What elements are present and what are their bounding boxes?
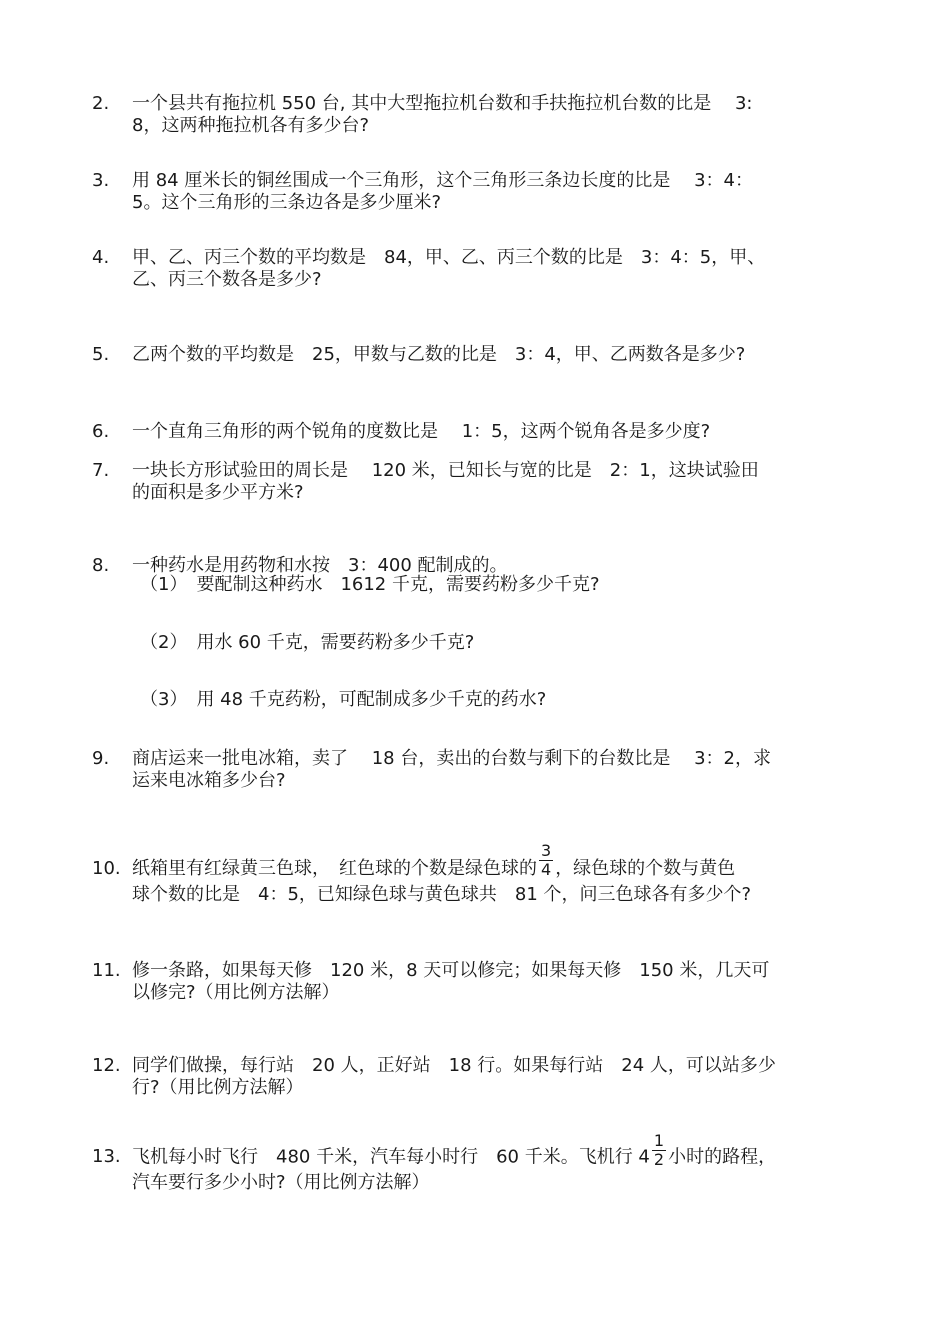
question-text-segment: 纸箱里有红绿黄三色球， 红色球的个数是绿色球的 xyxy=(132,858,537,879)
question-text-line: 5。这个三角形的三条边各是多少厘米? xyxy=(132,192,442,213)
question-text-line: 同学们做操，每行站 20 人，正好站 18 行。如果每行站 24 人，可以站多少 xyxy=(132,1055,776,1076)
question-text-line: 汽车要行多少小时?（用比例方法解） xyxy=(132,1172,430,1193)
question-text-segment: 小时的路程， xyxy=(668,1146,777,1168)
question-number: 11. xyxy=(92,960,121,981)
question-text-line: 乙两个数的平均数是 25，甲数与乙数的比是 3：4，甲、乙两数各是多少? xyxy=(132,344,746,365)
question-number: 5. xyxy=(92,344,110,365)
question-number: 7. xyxy=(92,460,110,481)
question-text-line: 以修完?（用比例方法解） xyxy=(132,982,340,1003)
question-number: 12. xyxy=(92,1055,121,1076)
fraction-numerator: 3 xyxy=(541,840,552,860)
sub-question-3: （3） 用 48 千克药粉，可配制成多少千克的药水? xyxy=(140,689,547,710)
fraction-numerator: 1 xyxy=(653,1131,665,1150)
question-text-line: 修一条路，如果每天修 120 米，8 天可以修完；如果每天修 150 米，几天可 xyxy=(132,960,770,981)
question-text-line: 的面积是多少平方米? xyxy=(132,482,304,503)
question-number: 9. xyxy=(92,748,110,769)
question-text-line: 商店运来一批电冰箱，卖了 18 台，卖出的台数与剩下的台数比是 3：2，求 xyxy=(132,748,771,769)
question-text-line: 甲、乙、丙三个数的平均数是 84，甲、乙、丙三个数的比是 3：4：5，甲、 xyxy=(132,247,766,268)
question-text-line: 行?（用比例方法解） xyxy=(132,1077,304,1098)
question-text-segment: ，绿色球的个数与黄色 xyxy=(555,858,736,879)
question-number: 8. xyxy=(92,555,110,576)
question-text-line: 运来电冰箱多少台? xyxy=(132,770,286,791)
fraction-denominator: 2 xyxy=(653,1150,665,1169)
question-text-line: 一种药水是用药物和水按 3：400 配制成的。 xyxy=(132,555,508,576)
question-text-line: 一个直角三角形的两个锐角的度数比是 1：5，这两个锐角各是多少度? xyxy=(132,421,711,442)
question-text-line: 8，这两种拖拉机各有多少台? xyxy=(132,115,370,136)
question-text-line: 一块长方形试验田的周长是 120 米，已知长与宽的比是 2：1，这块试验田 xyxy=(132,460,759,481)
question-number: 10. xyxy=(92,858,121,879)
question-text-line: 乙、丙三个数各是多少? xyxy=(132,269,322,290)
sub-question-2: （2） 用水 60 千克，需要药粉多少千克? xyxy=(140,632,475,653)
question-text-line: 用 84 厘米长的铜丝围成一个三角形，这个三角形三条边长度的比是 3：4： xyxy=(132,170,753,191)
question-text-line: 球个数的比是 4：5，已知绿色球与黄色球共 81 个，问三色球各有多少个? xyxy=(132,884,752,905)
fraction xyxy=(652,1132,666,1169)
fraction-denominator: 4 xyxy=(541,859,552,879)
question-number: 2. xyxy=(92,93,110,114)
sub-question-1: （1） 要配制这种药水 1612 千克，需要药粉多少千克? xyxy=(140,574,600,595)
question-text-line: 一个县共有拖拉机 550 台, 其中大型拖拉机台数和手扶拖拉机台数的比是 3: xyxy=(132,93,753,114)
question-number: 3. xyxy=(92,170,110,191)
question-number: 6. xyxy=(92,421,110,442)
question-number: 13. xyxy=(92,1146,121,1167)
fraction xyxy=(539,842,553,879)
question-number: 4. xyxy=(92,247,110,268)
question-text-segment: 飞机每小时飞行 480 千米，汽车每小时行 60 千米。飞机行 4 xyxy=(132,1146,650,1168)
